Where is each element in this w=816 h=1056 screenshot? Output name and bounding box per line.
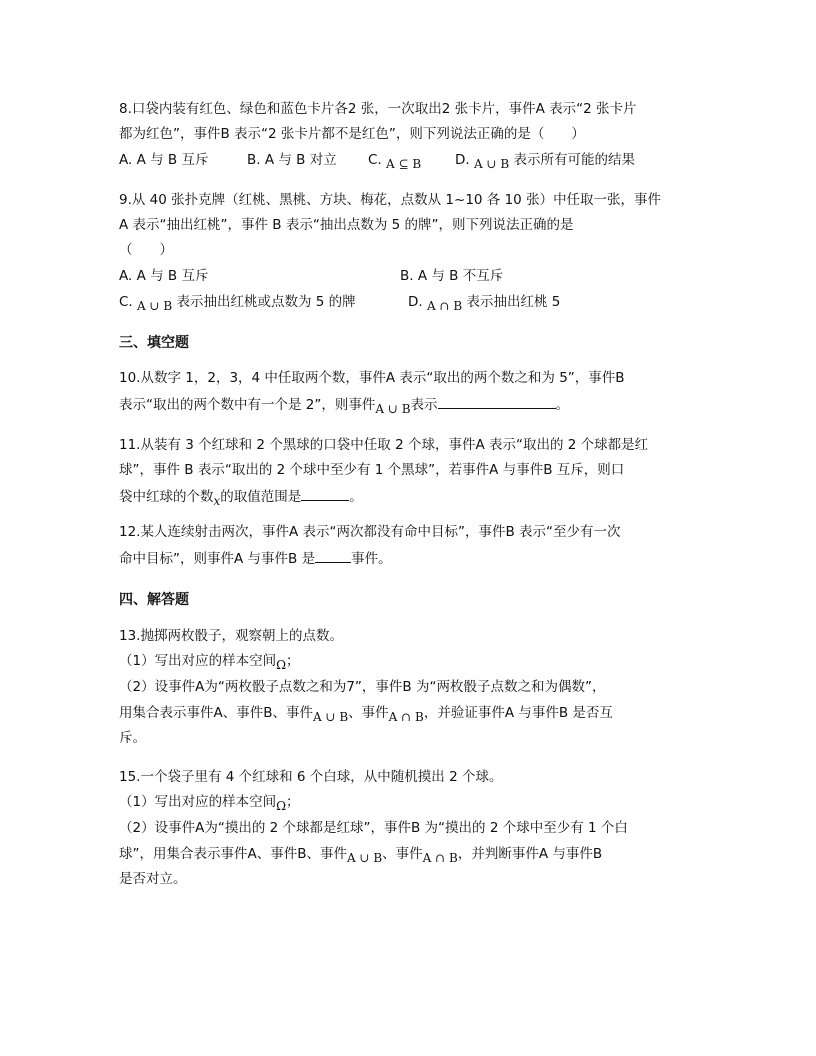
q8-option-a: A. A 与 B 互斥 xyxy=(119,152,209,168)
q12-line2-text-a: 命中目标”，则事件A 与事件B 是 xyxy=(119,551,316,567)
q10-line2-end: 。 xyxy=(555,397,570,413)
q15-line4-text-c: ，并判断事件A 与事件B xyxy=(457,846,603,862)
q13-line4-math2: A ∩ B xyxy=(388,710,424,724)
q10-answer-blank[interactable] xyxy=(438,394,556,409)
q9-option-d-suffix: 表示抽出红桃 5 xyxy=(466,294,561,310)
q10-line2-math: A ∪ B xyxy=(375,402,411,416)
q15-line4-math1: A ∪ B xyxy=(347,851,383,865)
q13-line3: （2）设事件A为“两枚骰子点数之和为7”，事件B 为“两枚骰子点数之和为偶数”， xyxy=(119,679,606,695)
q10-line2-text-a: 表示“取出的两个数中有一个是 2”，则事件 xyxy=(119,397,376,413)
q9-option-b: B. A 与 B 不互斥 xyxy=(400,268,504,284)
q8-line2: 都为红色”，事件B 表示“2 张卡片都不是红色”，则下列说法正确的是（ ） xyxy=(119,126,585,142)
q11-answer-blank[interactable] xyxy=(301,486,349,501)
q8-option-c-prefix: C. xyxy=(368,152,382,168)
q15-line1: 15.一个袋子里有 4 个红球和 6 个白球，从中随机摸出 2 个球。 xyxy=(119,769,503,785)
q13-line4-math1: A ∪ B xyxy=(313,710,349,724)
q13-line5: 斥。 xyxy=(119,730,146,746)
q8-option-d xyxy=(455,150,635,170)
q15-line4-text-a: 球”，用集合表示事件A、事件B、事件 xyxy=(119,846,347,862)
q15-line4-math2: A ∩ B xyxy=(422,851,458,865)
q12-answer-blank[interactable] xyxy=(315,548,351,563)
q11-line3-text-a: 袋中红球的个数 xyxy=(119,489,214,505)
q8-option-d-prefix: D. xyxy=(455,152,470,168)
q8-line1: 8.口袋内装有红色、绿色和蓝色卡片各2 张，一次取出2 张卡片，事件A 表示“2 张卡片 xyxy=(119,101,637,117)
q9-option-c-prefix: C. xyxy=(119,294,133,310)
section-heading-answers: 四、解答题 xyxy=(119,592,189,608)
q13-line2-math: Ω xyxy=(276,658,287,672)
q12-line1: 12.某人连续射击两次，事件A 表示“两次都没有命中目标”，事件B 表示“至少有一次 xyxy=(119,524,621,540)
q15-line3: （2）设事件A为“摸出的 2 个球都是红球”，事件B 为“摸出的 2 个球中至少有 1 个白 xyxy=(119,820,628,836)
q9-line3: （ ） xyxy=(119,242,173,258)
q15-line2-math: Ω xyxy=(276,799,287,813)
q10-line1: 10.从数字 1，2，3，4 中任取两个数，事件A 表示“取出的两个数之和为 5”，事件B xyxy=(119,370,625,386)
q15-line2-text-a: （1）写出对应的样本空间 xyxy=(119,794,277,810)
q11-line1: 11.从装有 3 个红球和 2 个黑球的口袋中任取 2 个球，事件A 表示“取出的 2 个球都是红 xyxy=(119,437,649,453)
q13-line2-text-a: （1）写出对应的样本空间 xyxy=(119,653,277,669)
q8-option-d-math: A ∪ B xyxy=(473,157,510,171)
q8-option-c xyxy=(368,150,421,170)
q12-line2 xyxy=(119,548,392,569)
q9-line1: 9.从 40 张扑克牌（红桃、黑桃、方块、梅花，点数从 1~10 各 10 张）中任取一张，事件 xyxy=(119,192,662,208)
q9-option-d xyxy=(408,292,560,312)
q13-line4-text-c: ，并验证事件A 与事件B 是否互 xyxy=(423,705,613,721)
q13-line2-text-b: ； xyxy=(286,653,300,669)
q10-line2-text-b: 表示 xyxy=(410,397,438,413)
q13-line4-text-a: 用集合表示事件A、事件B、事件 xyxy=(119,705,313,721)
q11-line2: 球”，事件 B 表示“取出的 2 个球中至少有 1 个黑球”，若事件A 与事件B 互斥，则口 xyxy=(119,462,625,478)
q9-option-a: A. A 与 B 互斥 xyxy=(119,268,209,284)
q13-line4 xyxy=(119,703,613,723)
q13-line1: 13.抛掷两枚骰子，观察朝上的点数。 xyxy=(119,628,343,644)
q8-option-c-math: A ⊆ B xyxy=(386,157,422,171)
q15-line4 xyxy=(119,844,602,864)
q9-option-c xyxy=(119,292,356,312)
q12-line2-text-b: 事件。 xyxy=(351,551,392,567)
q9-option-d-prefix: D. xyxy=(408,294,423,310)
q15-line2 xyxy=(119,792,300,812)
q9-option-d-math: A ∩ B xyxy=(426,299,463,313)
q15-line5: 是否对立。 xyxy=(119,871,187,887)
q8-option-b: B. A 与 B 对立 xyxy=(247,152,337,168)
q8-option-d-suffix: 表示所有可能的结果 xyxy=(513,152,635,168)
q9-option-c-suffix: 表示抽出红桃或点数为 5 的牌 xyxy=(176,294,356,310)
q11-line3-math: x xyxy=(213,494,221,508)
q11-line3 xyxy=(119,486,363,507)
q11-line3-end: 。 xyxy=(349,489,363,505)
q9-line2: A 表示“抽出红桃”，事件 B 表示“抽出点数为 5 的牌”，则下列说法正确的是 xyxy=(119,217,574,233)
q11-line3-text-b: 的取值范围是 xyxy=(220,489,302,505)
q9-option-c-math: A ∪ B xyxy=(137,299,173,313)
section-heading-fill-in: 三、填空题 xyxy=(119,335,189,351)
q10-line2 xyxy=(119,394,569,415)
q15-line2-text-b: ； xyxy=(286,794,300,810)
q15-line4-text-b: 、事件 xyxy=(382,846,423,862)
q13-line4-text-b: 、事件 xyxy=(348,705,389,721)
q13-line2 xyxy=(119,651,300,671)
